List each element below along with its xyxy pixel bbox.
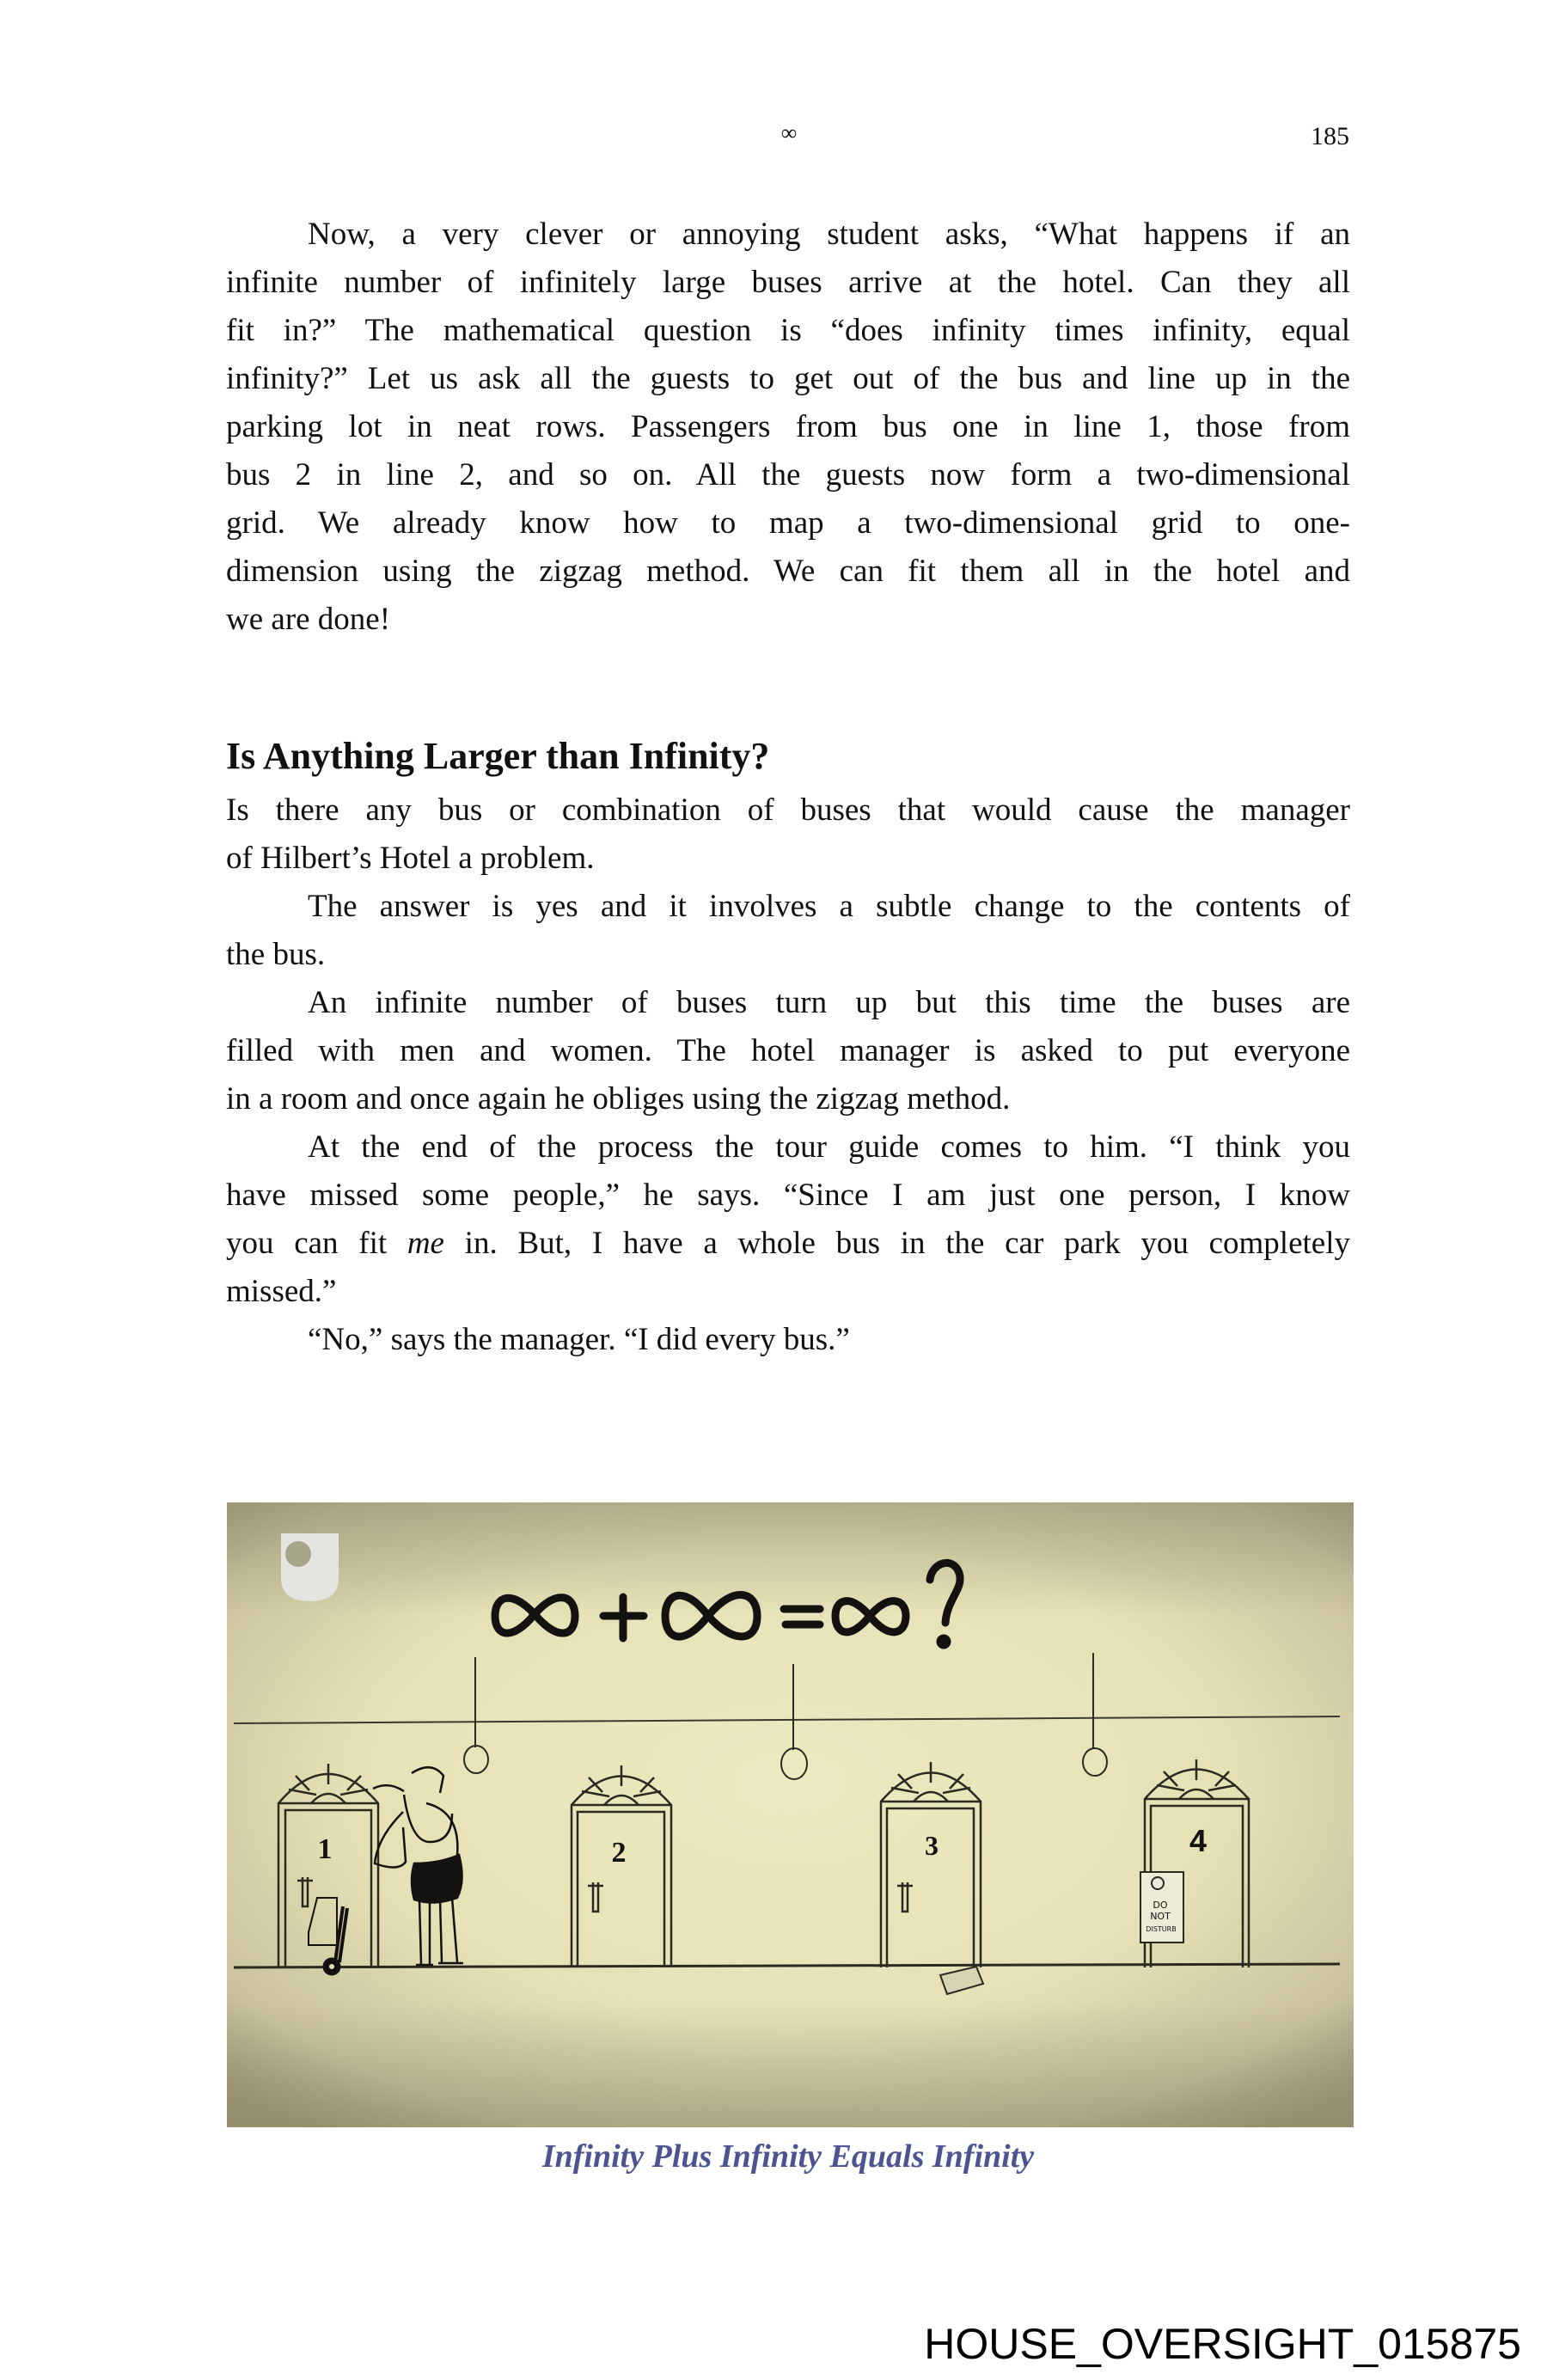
text-line xyxy=(226,1220,1350,1268)
text-line: filled with men and women. The hotel manager is asked to put everyone xyxy=(226,1033,1350,1068)
sign-line-3: DISTURB xyxy=(1146,1925,1177,1933)
running-head-symbol: ∞ xyxy=(780,120,798,145)
text-line: Now, a very clever or annoying student asks, “What happens if an xyxy=(308,217,1350,252)
text-line: infinity?” Let us ask all the guests to get out of the bus and line up in the xyxy=(226,361,1350,396)
sign-line-2: NOT xyxy=(1150,1911,1171,1922)
text-line: “No,” says the manager. “I did every bus.” xyxy=(308,1322,850,1357)
text-line: At the end of the process the tour guide comes to him. “I think you xyxy=(308,1129,1350,1165)
page-number: 185 xyxy=(1311,122,1349,150)
text-line: The answer is yes and it involves a subtle change to the contents of xyxy=(308,889,1350,924)
text-line: Is there any bus or combination of buses that would cause the manager xyxy=(226,792,1350,828)
text-line: parking lot in neat rows. Passengers from bus one in line 1, those from xyxy=(226,409,1350,444)
door-number-1: 1 xyxy=(317,1833,333,1865)
door-number-4: 4 xyxy=(1189,1823,1208,1858)
emphasis-me: me xyxy=(407,1226,444,1261)
text-line: infinite number of infinitely large buses arrive at the hotel. Can they all xyxy=(226,265,1350,300)
paragraph-hotel-grid xyxy=(226,211,1350,644)
text-line: of Hilbert’s Hotel a problem. xyxy=(226,841,595,876)
text-line: we are done! xyxy=(226,602,391,637)
text-line: the bus. xyxy=(226,937,326,972)
question-dot xyxy=(940,1638,947,1645)
text-line: An infinite number of buses turn up but this time the buses are xyxy=(308,985,1350,1020)
figure-caption: Infinity Plus Infinity Equals Infinity xyxy=(541,2138,1035,2175)
door-number-2: 2 xyxy=(611,1837,627,1869)
vignette-shade xyxy=(227,1502,1354,2127)
section-heading: Is Anything Larger than Infinity? xyxy=(226,735,770,777)
illustration-svg xyxy=(227,1502,1354,2127)
sign-line-1: DO xyxy=(1153,1900,1168,1911)
text-line: bus 2 in line 2, and so on. All the guests now form a two-dimensional xyxy=(226,457,1350,493)
text-line: dimension using the zigzag method. We can fit them all in the hotel and xyxy=(226,554,1350,589)
door-number-3: 3 xyxy=(925,1830,939,1861)
text-line: missed.” xyxy=(226,1274,337,1309)
illustration-hilberts-hotel xyxy=(227,1502,1354,2127)
open-university-logo-icon xyxy=(281,1533,339,1601)
bates-number: HOUSE_OVERSIGHT_015875 xyxy=(924,2320,1521,2368)
text-line: have missed some people,” he says. “Since I am just one person, I know xyxy=(226,1178,1350,1213)
do-not-disturb-sign xyxy=(1140,1872,1183,1943)
text-line: fit in?” The mathematical question is “does infinity times infinity, equal xyxy=(226,313,1350,348)
text-run: in. But, I have a whole bus in the car park you completely xyxy=(443,1226,1350,1261)
text-line: grid. We already know how to map a two-dimensional grid to one- xyxy=(226,505,1350,541)
section-body xyxy=(226,786,1350,1364)
text-line: in a room and once again he obliges using the zigzag method. xyxy=(226,1081,1011,1117)
text-run: you can fit xyxy=(226,1226,407,1261)
